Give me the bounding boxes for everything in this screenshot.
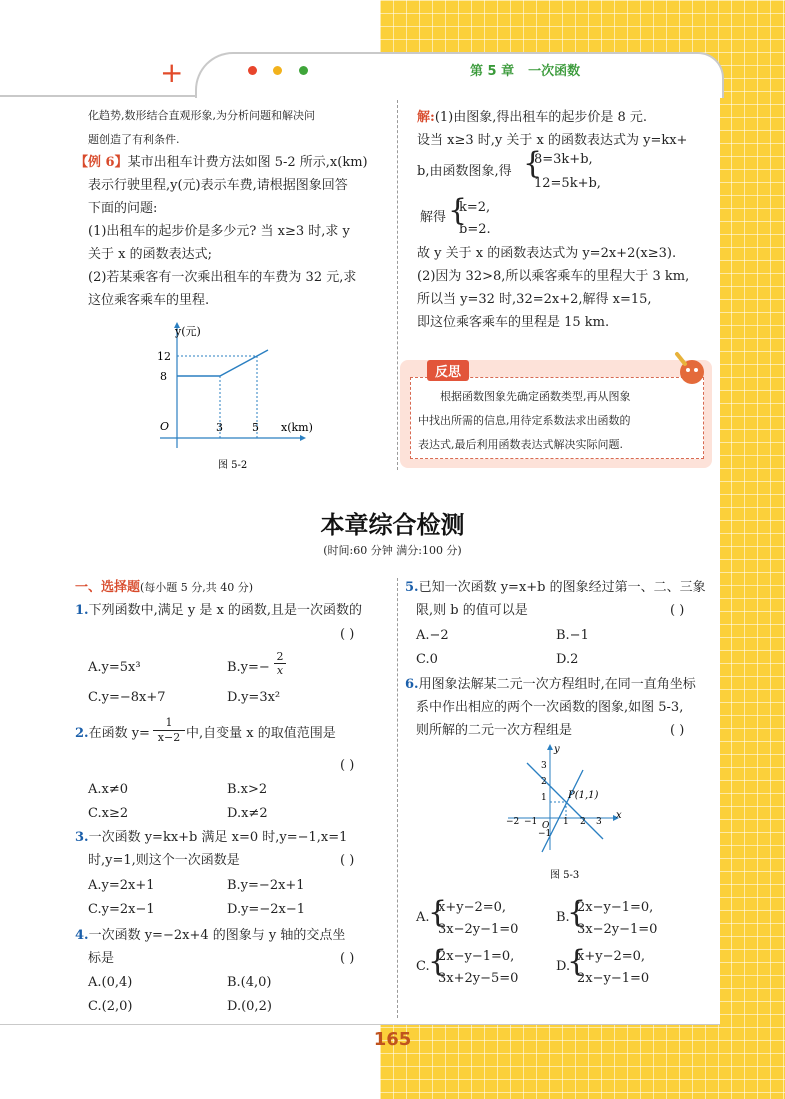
y-label: y: [554, 744, 560, 755]
brace-icon: {: [448, 193, 468, 228]
left-text-line: (2)若某乘客有一次乘出租车的车费为 32 元,求: [88, 270, 357, 285]
header-tab: [195, 52, 724, 98]
left-text-line: 这位乘客乘车的里程.: [88, 293, 210, 308]
equation: x+y−2=0,: [438, 900, 507, 915]
option-d: D.x≠2: [227, 806, 268, 821]
answer-paren: ( ): [340, 758, 355, 773]
option-a: A.y=5x³: [88, 660, 141, 675]
solution-line: 解:(1)由图象,得出租车的起步价是 8 元.: [417, 110, 648, 125]
mascot-icon: [672, 350, 712, 388]
y-tick: 3: [541, 761, 547, 771]
option-d: D.2: [556, 652, 579, 667]
left-text-line: 表示行驶里程,y(元)表示车费,请根据图象回答: [88, 178, 348, 193]
brace-icon: {: [567, 944, 587, 979]
solution-line: 解得: [420, 210, 447, 225]
solution-line: 故 y 关于 x 的函数表达式为 y=2x+2(x≥3).: [417, 246, 677, 261]
line-2x-minus-y-1: [542, 770, 583, 852]
fare-line: [177, 350, 268, 376]
line-x-plus-y-2: [527, 763, 603, 839]
equation: 12=5k+b,: [534, 176, 601, 191]
figure-5-3: [498, 740, 628, 890]
example-label: 【例 6】: [75, 155, 128, 170]
figure-caption: 图 5-3: [550, 870, 580, 881]
option-c: C.(2,0): [88, 999, 133, 1014]
answer-paren: ( ): [340, 627, 355, 642]
left-text-line: 关于 x 的函数表达式;: [88, 247, 212, 262]
bottom-rule: [0, 1024, 720, 1025]
option-a-label: A.: [416, 910, 430, 925]
question-5: 5.已知一次函数 y=x+b 的图象经过第一、二、三象: [405, 580, 706, 595]
equation: 2x−y−1=0: [577, 971, 650, 986]
option-d: D.y=−2x−1: [227, 902, 305, 917]
equation: 2x−y−1=0,: [438, 949, 515, 964]
chapter-title: 一次函数: [528, 64, 581, 79]
question-4: 4.一次函数 y=−2x+4 的图象与 y 轴的交点坐: [75, 928, 346, 943]
question-5-line: 限,则 b 的值可以是: [416, 603, 528, 618]
question-6: 6.用图象法解某二元一次方程组时,在同一直角坐标: [405, 677, 696, 692]
section-subtitle: (时间:60 分钟 满分:100 分): [323, 544, 462, 557]
option-b: B.x>2: [227, 782, 268, 797]
question-2-tail: 中,自变量 x 的取值范围是: [186, 726, 336, 741]
fraction: 2 x: [274, 650, 286, 677]
equation: 8=3k+b,: [534, 152, 593, 167]
solution-line: 即这位乘客乘车的里程是 15 km.: [417, 315, 610, 330]
equation: 3x+2y−5=0: [438, 971, 519, 986]
equation: 3x−2y−1=0: [577, 922, 658, 937]
question-3: 3.一次函数 y=kx+b 满足 x=0 时,y=−1,x=1: [75, 830, 348, 845]
equation: b=2.: [459, 222, 491, 237]
section-title: 本章综合检测: [320, 511, 465, 539]
option-c: C.y=2x−1: [88, 902, 155, 917]
x-tick: 5: [252, 421, 259, 434]
brace-icon: {: [523, 146, 543, 181]
column-divider: [397, 578, 398, 1018]
solution-line: b,由函数图象,得: [417, 164, 512, 179]
x-tick: 1: [563, 817, 569, 827]
x-tick: −1: [524, 817, 538, 827]
option-b: B.−1: [556, 628, 589, 643]
option-c: C.0: [416, 652, 438, 667]
origin-label: O: [160, 420, 170, 433]
equation: k=2,: [459, 200, 491, 215]
option-d: D.y=3x²: [227, 690, 281, 705]
y-tick: 2: [541, 777, 547, 787]
reflection-text: 根据函数图象先确定函数类型,再从图象: [440, 390, 631, 403]
red-dot-icon: [248, 66, 257, 75]
figure-5-2: [140, 318, 340, 478]
option-a: A.y=2x+1: [88, 878, 155, 893]
figure-caption: 图 5-2: [218, 460, 248, 471]
answer-paren: ( ): [670, 603, 685, 618]
brace-icon: {: [567, 895, 587, 930]
left-text-line: 题创造了有利条件.: [88, 133, 180, 146]
origin-label: O: [542, 821, 550, 831]
x-label: x: [616, 810, 622, 821]
answer-paren: ( ): [340, 951, 355, 966]
yellow-dot-icon: [273, 66, 282, 75]
chapter-header: [470, 60, 594, 79]
y-tick: −1: [538, 829, 552, 839]
x-label: x(km): [281, 421, 313, 434]
question-1: 1.下列函数中,满足 y 是 x 的函数,且是一次函数的: [75, 603, 363, 618]
left-text-line: (1)出租车的起步价是多少元? 当 x≥3 时,求 y: [88, 224, 350, 239]
answer-paren: ( ): [670, 723, 685, 738]
reflection-text: 中找出所需的信息,用待定系数法求出函数的: [418, 414, 631, 427]
quiz-heading: 一、选择题(每小题 5 分,共 40 分): [75, 580, 254, 595]
y-tick: 8: [160, 370, 167, 383]
option-d: D.(0,2): [227, 999, 272, 1014]
left-text-line: 化趋势,数形结合直观形象,为分析问题和解决问: [88, 109, 315, 122]
option-b-label: B.: [556, 910, 570, 925]
x-tick: 3: [216, 421, 223, 434]
question-4-line: 标是: [88, 951, 115, 966]
option-c: C.x≥2: [88, 806, 129, 821]
option-c-label: C.: [416, 959, 430, 974]
y-tick: 1: [541, 793, 547, 803]
question-6-line: 则所解的二元一次方程组是: [416, 723, 573, 738]
question-6-line: 系中作出相应的两个一次函数的图象,如图 5-3,: [416, 700, 684, 715]
reflection-text: 表达式,最后利用函数表达式解决实际问题.: [418, 438, 623, 451]
solution-label: 解:: [417, 110, 435, 125]
brace-icon: {: [428, 944, 448, 979]
left-text-line: 下面的问题:: [88, 201, 158, 216]
x-tick: −2: [506, 817, 520, 827]
y-axis-arrow-icon: [547, 744, 553, 750]
solution-line: 设当 x≥3 时,y 关于 x 的函数表达式为 y=kx+: [417, 133, 688, 148]
point-label: P(1,1): [568, 790, 599, 801]
x-tick: 3: [596, 817, 602, 827]
y-label: y(元): [175, 325, 201, 338]
solution-line: (2)因为 32>8,所以乘客乘车的里程大于 3 km,: [417, 269, 690, 284]
option-c: C.y=−8x+7: [88, 690, 166, 705]
plus-icon: +: [160, 56, 184, 89]
chapter-number: 第 5 章: [470, 64, 515, 79]
option-a: A.x≠0: [88, 782, 129, 797]
column-divider: [397, 100, 398, 470]
option-a: A.(0,4): [88, 975, 133, 990]
fraction: 1 x−2: [153, 716, 185, 745]
option-b: B.y=−: [227, 660, 270, 675]
question-2: 2.在函数 y=: [75, 726, 150, 741]
equation: 2x−y−1=0,: [577, 900, 654, 915]
example-block: [75, 155, 368, 171]
option-b: B.(4,0): [227, 975, 272, 990]
y-tick: 12: [157, 350, 171, 363]
option-b: B.y=−2x+1: [227, 878, 305, 893]
x-axis-arrow-icon: [300, 435, 306, 441]
x-tick: 2: [580, 817, 586, 827]
reflection-tag: 反思: [427, 360, 469, 381]
page-number: 165: [373, 1029, 412, 1050]
option-a: A.−2: [416, 628, 449, 643]
green-dot-icon: [299, 66, 308, 75]
example-text: 某市出租车计费方法如图 5-2 所示,x(km): [127, 155, 368, 170]
equation: x+y−2=0,: [577, 949, 646, 964]
answer-paren: ( ): [340, 853, 355, 868]
option-d-label: D.: [556, 959, 571, 974]
header-rule: [0, 95, 197, 97]
equation: 3x−2y−1=0: [438, 922, 519, 937]
solution-line: 所以当 y=32 时,32=2x+2,解得 x=15,: [417, 292, 652, 307]
brace-icon: {: [428, 895, 448, 930]
question-3-line: 时,y=1,则这个一次函数是: [88, 853, 240, 868]
